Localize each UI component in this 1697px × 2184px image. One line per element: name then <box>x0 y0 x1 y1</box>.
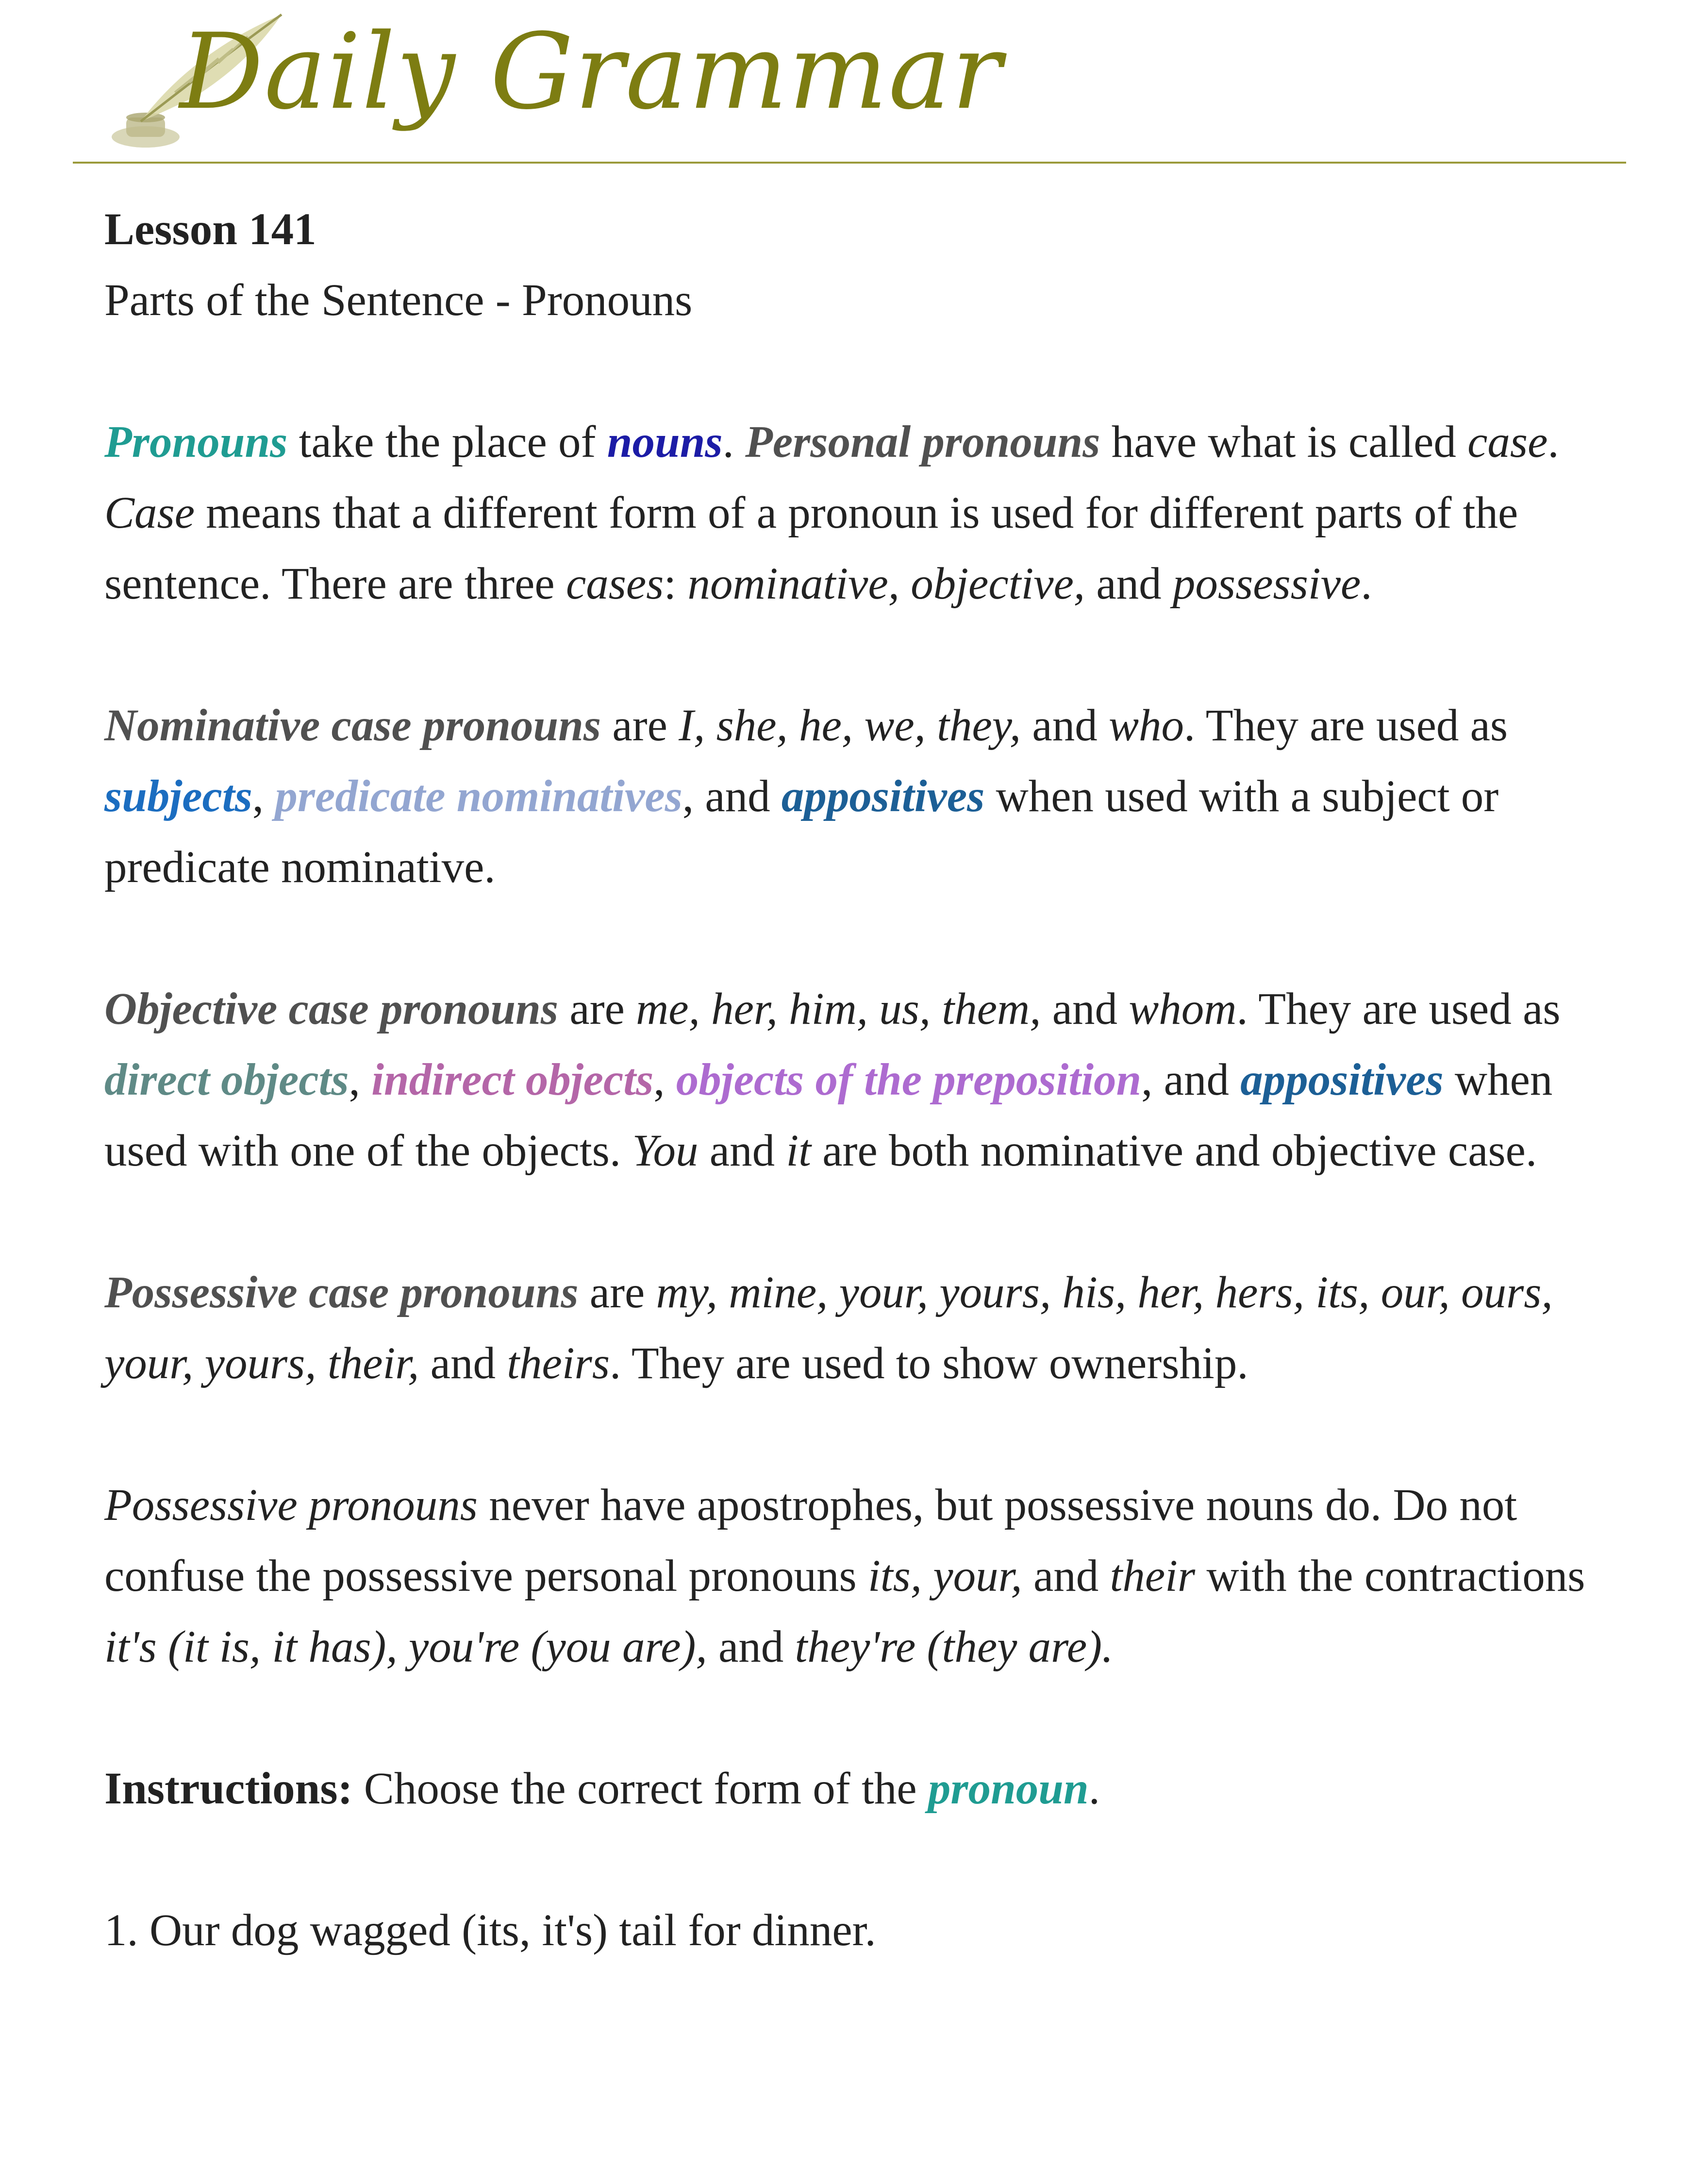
lesson-number: Lesson 141 <box>104 204 316 254</box>
pronoun-theirs: theirs <box>507 1338 610 1388</box>
instructions-label: Instructions: <box>104 1764 353 1814</box>
logo-text: Daily Grammar <box>180 11 1003 133</box>
term-link-subjects[interactable]: subjects <box>104 771 252 821</box>
term-objective-case-pronouns: Objective case pronouns <box>104 984 559 1034</box>
term-link-indirect-objects[interactable]: indirect objects <box>371 1055 654 1105</box>
spacer <box>104 619 1614 690</box>
text: . <box>1088 1764 1100 1814</box>
text: means that a different form of a pronoun is used for different parts of the sentence. There are three <box>104 488 1518 609</box>
pronoun-it: it <box>786 1126 812 1176</box>
term-link-appositives[interactable]: appositives <box>1240 1055 1444 1105</box>
pronoun-list: I, she, he, we, they, <box>679 700 1021 750</box>
term-link-appositives[interactable]: appositives <box>781 771 985 821</box>
text: are <box>578 1267 656 1317</box>
text: and <box>1021 700 1109 750</box>
possessive-paragraph <box>104 1257 1614 1399</box>
text: and <box>419 1338 507 1388</box>
text: and <box>698 1126 786 1176</box>
spacer <box>104 1186 1614 1257</box>
term-link-predicate-nominatives[interactable]: predicate nominatives <box>275 771 682 821</box>
text: . They are used as <box>1236 984 1561 1034</box>
term-link-nouns[interactable]: nouns <box>607 417 723 467</box>
instructions-text: Choose the correct form of the <box>352 1764 928 1814</box>
term-cases: cases <box>566 559 664 609</box>
lesson-title: Parts of the Sentence - Pronouns <box>104 275 693 325</box>
text: are <box>558 984 636 1034</box>
text: . <box>722 417 746 467</box>
term-link-pronouns[interactable]: Pronouns <box>104 417 288 467</box>
spacer <box>104 1399 1614 1470</box>
objective-paragraph <box>104 974 1614 1186</box>
apostrophe-paragraph <box>104 1470 1614 1683</box>
contraction-list: it's (it is, it has), you're (you are), <box>104 1622 707 1672</box>
text: , <box>252 771 275 821</box>
text: and <box>1085 559 1173 609</box>
term-personal-pronouns: Personal pronouns <box>745 417 1100 467</box>
term-nominative-case-pronouns: Nominative case pronouns <box>104 700 601 750</box>
exercise-item-1: 1. Our dog wagged (its, it's) tail for dinner. <box>104 1905 876 1955</box>
pronoun-list: my, mine, your, yours, his, her, hers, its, our, ours, your, yours, their, <box>104 1267 1553 1388</box>
text: when used with one of the objects. <box>104 1055 1553 1176</box>
term-link-direct-objects[interactable]: direct objects <box>104 1055 349 1105</box>
text: and <box>707 1622 795 1672</box>
term-possessive: possessive <box>1172 559 1361 609</box>
text: , <box>349 1055 372 1105</box>
term-case: case <box>1467 417 1548 467</box>
text: : <box>664 559 688 609</box>
text: . <box>1547 417 1559 467</box>
lesson-content <box>104 194 1614 1966</box>
text: and <box>1041 984 1129 1034</box>
text: , <box>653 1055 676 1105</box>
text: have what is called <box>1100 417 1468 467</box>
spacer <box>104 903 1614 974</box>
spacer <box>104 1683 1614 1753</box>
pronoun-their: their <box>1110 1551 1196 1601</box>
nominative-paragraph <box>104 690 1614 903</box>
text: . <box>1361 559 1372 609</box>
site-header <box>73 10 1626 165</box>
text: with the contractions <box>1195 1551 1585 1601</box>
spacer <box>104 1824 1614 1895</box>
text: take the place of <box>287 417 607 467</box>
text: are <box>601 700 679 750</box>
term-case: Case <box>104 488 195 538</box>
pronoun-who: who <box>1108 700 1184 750</box>
text: . They are used to show ownership. <box>610 1338 1248 1388</box>
contraction-theyre: they're (they are). <box>795 1622 1114 1672</box>
daily-grammar-logo[interactable] <box>87 10 1003 165</box>
text: and <box>1022 1551 1110 1601</box>
header-divider <box>73 162 1626 164</box>
term-possessive-case-pronouns: Possessive case pronouns <box>104 1267 579 1317</box>
text: , and <box>1141 1055 1241 1105</box>
text: never have apostrophes, but possessive nouns do. Do not confuse the possessive personal pronouns <box>104 1480 1517 1601</box>
pronoun-whom: whom <box>1129 984 1237 1034</box>
term-case-list: nominative, objective, <box>687 559 1085 609</box>
text: , and <box>682 771 782 821</box>
pronoun-you: You <box>632 1126 699 1176</box>
instructions <box>104 1753 1614 1824</box>
term-possessive-pronouns: Possessive pronouns <box>104 1480 478 1530</box>
term-link-objects-of-the-preposition[interactable]: objects of the preposition <box>676 1055 1142 1105</box>
text: . They are used as <box>1183 700 1508 750</box>
pronoun-list: me, her, him, us, them, <box>636 984 1041 1034</box>
intro-paragraph <box>104 407 1614 619</box>
text: when used with a subject or predicate nominative. <box>104 771 1499 892</box>
pronoun-list: its, your, <box>867 1551 1022 1601</box>
term-link-pronoun[interactable]: pronoun <box>928 1764 1089 1814</box>
text: are both nominative and objective case. <box>811 1126 1537 1176</box>
spacer <box>104 336 1614 407</box>
